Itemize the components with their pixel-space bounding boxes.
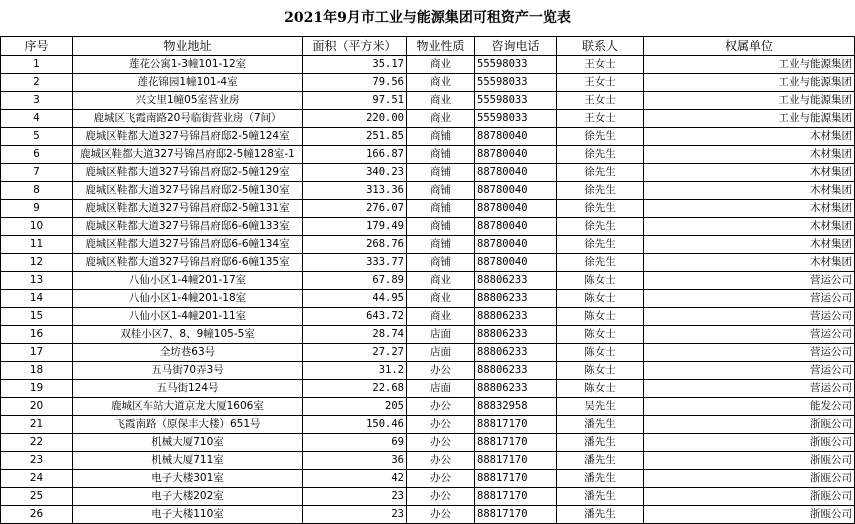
cell-area[interactable]: 166.87 <box>303 146 407 164</box>
cell-no[interactable]: 16 <box>1 326 73 344</box>
cell-area[interactable]: 23 <box>303 488 407 506</box>
cell-no[interactable]: 13 <box>1 272 73 290</box>
cell-address[interactable]: 双桂小区7、8、9幢105-5室 <box>73 326 303 344</box>
cell-phone[interactable]: 88780040 <box>475 254 557 272</box>
cell-phone[interactable]: 88806233 <box>475 380 557 398</box>
header-row <box>1 37 855 56</box>
cell-address[interactable]: 莲花锦园1幢101-4室 <box>73 74 303 92</box>
cell-area[interactable]: 67.89 <box>303 272 407 290</box>
cell-no[interactable]: 12 <box>1 254 73 272</box>
cell-phone[interactable]: 88832958 <box>475 398 557 416</box>
cell-phone[interactable]: 88806233 <box>475 272 557 290</box>
cell-area[interactable]: 36 <box>303 452 407 470</box>
cell-type[interactable]: 商铺 <box>407 128 475 146</box>
cell-no[interactable]: 19 <box>1 380 73 398</box>
cell-address[interactable]: 兴文里1幢05室营业房 <box>73 92 303 110</box>
cell-phone[interactable]: 88780040 <box>475 182 557 200</box>
cell-type[interactable]: 商铺 <box>407 218 475 236</box>
cell-type[interactable]: 办公 <box>407 416 475 434</box>
cell-no[interactable]: 10 <box>1 218 73 236</box>
cell-contact[interactable]: 王女士 <box>557 56 644 74</box>
cell-address[interactable]: 鹿城区鞋都大道327号锦昌府邸2-5幢131室 <box>73 200 303 218</box>
cell-area[interactable]: 313.36 <box>303 182 407 200</box>
cell-type[interactable]: 商业 <box>407 110 475 128</box>
cell-no[interactable]: 3 <box>1 92 73 110</box>
cell-area[interactable]: 35.17 <box>303 56 407 74</box>
cell-address[interactable]: 八仙小区1-4幢201-11室 <box>73 308 303 326</box>
table-row <box>1 110 855 128</box>
cell-contact[interactable]: 潘先生 <box>557 452 644 470</box>
table-row <box>1 182 855 200</box>
cell-contact[interactable]: 徐先生 <box>557 128 644 146</box>
cell-type[interactable]: 商铺 <box>407 182 475 200</box>
cell-address[interactable]: 全坊巷63号 <box>73 344 303 362</box>
cell-phone[interactable]: 88806233 <box>475 308 557 326</box>
cell-area[interactable]: 42 <box>303 470 407 488</box>
cell-contact[interactable]: 潘先生 <box>557 488 644 506</box>
cell-owner[interactable]: 浙瓯公司 <box>644 434 855 452</box>
cell-address[interactable]: 鹿城区鞋都大道327号锦昌府邸6-6幢134室 <box>73 236 303 254</box>
cell-address[interactable]: 鹿城区鞋都大道327号锦昌府邸2-5幢130室 <box>73 182 303 200</box>
cell-owner[interactable]: 木材集团 <box>644 128 855 146</box>
cell-no[interactable]: 6 <box>1 146 73 164</box>
cell-type[interactable]: 商业 <box>407 290 475 308</box>
cell-phone[interactable]: 88780040 <box>475 236 557 254</box>
cell-phone[interactable]: 88817170 <box>475 488 557 506</box>
cell-area[interactable]: 22.68 <box>303 380 407 398</box>
table-row <box>1 236 855 254</box>
table-row <box>1 380 855 398</box>
cell-owner[interactable]: 浙瓯公司 <box>644 506 855 524</box>
cell-phone[interactable]: 88806233 <box>475 290 557 308</box>
cell-type[interactable]: 商铺 <box>407 236 475 254</box>
cell-contact[interactable]: 徐先生 <box>557 236 644 254</box>
table-row <box>1 362 855 380</box>
cell-no[interactable]: 20 <box>1 398 73 416</box>
cell-no[interactable]: 8 <box>1 182 73 200</box>
cell-contact[interactable]: 潘先生 <box>557 416 644 434</box>
cell-no[interactable]: 5 <box>1 128 73 146</box>
cell-no[interactable]: 7 <box>1 164 73 182</box>
cell-phone[interactable]: 55598033 <box>475 74 557 92</box>
cell-area[interactable]: 179.49 <box>303 218 407 236</box>
cell-address[interactable]: 鹿城区飞霞南路20号临街营业房（7间） <box>73 110 303 128</box>
cell-area[interactable]: 79.56 <box>303 74 407 92</box>
cell-phone[interactable]: 88806233 <box>475 344 557 362</box>
cell-area[interactable]: 268.76 <box>303 236 407 254</box>
table-row <box>1 434 855 452</box>
cell-contact[interactable]: 王女士 <box>557 110 644 128</box>
cell-owner[interactable]: 营运公司 <box>644 308 855 326</box>
table-row <box>1 254 855 272</box>
table-row <box>1 488 855 506</box>
cell-phone[interactable]: 55598033 <box>475 92 557 110</box>
cell-no[interactable]: 26 <box>1 506 73 524</box>
cell-phone[interactable]: 88780040 <box>475 218 557 236</box>
cell-address[interactable]: 五马街70弄3号 <box>73 362 303 380</box>
cell-contact[interactable]: 潘先生 <box>557 506 644 524</box>
cell-contact[interactable]: 潘先生 <box>557 434 644 452</box>
cell-owner[interactable]: 木材集团 <box>644 182 855 200</box>
header-cell-type[interactable]: 物业性质 <box>407 37 475 56</box>
table-body <box>1 56 855 524</box>
cell-contact[interactable]: 王女士 <box>557 92 644 110</box>
header-cell-address[interactable]: 物业地址 <box>73 37 303 56</box>
cell-address[interactable]: 莲花公寓1-3幢101-12室 <box>73 56 303 74</box>
table-row <box>1 308 855 326</box>
table-row <box>1 470 855 488</box>
cell-phone[interactable]: 88780040 <box>475 200 557 218</box>
cell-no[interactable]: 11 <box>1 236 73 254</box>
cell-owner[interactable]: 木材集团 <box>644 254 855 272</box>
cell-area[interactable]: 150.46 <box>303 416 407 434</box>
cell-contact[interactable]: 王女士 <box>557 74 644 92</box>
cell-address[interactable]: 八仙小区1-4幢201-18室 <box>73 290 303 308</box>
table-row <box>1 92 855 110</box>
cell-area[interactable]: 220.00 <box>303 110 407 128</box>
header-cell-phone[interactable]: 咨询电话 <box>475 37 557 56</box>
cell-type[interactable]: 商铺 <box>407 200 475 218</box>
cell-phone[interactable]: 88817170 <box>475 452 557 470</box>
cell-owner[interactable]: 营运公司 <box>644 272 855 290</box>
cell-area[interactable]: 28.74 <box>303 326 407 344</box>
header-cell-contact[interactable]: 联系人 <box>557 37 644 56</box>
cell-phone[interactable]: 88806233 <box>475 362 557 380</box>
cell-contact[interactable]: 陈女士 <box>557 344 644 362</box>
cell-type[interactable]: 办公 <box>407 470 475 488</box>
cell-owner[interactable]: 木材集团 <box>644 164 855 182</box>
cell-type[interactable]: 商业 <box>407 92 475 110</box>
cell-owner[interactable]: 浙瓯公司 <box>644 488 855 506</box>
cell-owner[interactable]: 木材集团 <box>644 218 855 236</box>
table-row <box>1 506 855 524</box>
sheet-title: 2021年9月市工业与能源集团可租资产一览表 <box>284 10 571 26</box>
cell-type[interactable]: 办公 <box>407 488 475 506</box>
cell-area[interactable]: 27.27 <box>303 344 407 362</box>
cell-area[interactable]: 31.2 <box>303 362 407 380</box>
header-cell-area[interactable]: 面积（平方米） <box>303 37 407 56</box>
cell-contact[interactable]: 陈女士 <box>557 362 644 380</box>
cell-type[interactable]: 办公 <box>407 506 475 524</box>
table-row <box>1 398 855 416</box>
cell-phone[interactable]: 88780040 <box>475 146 557 164</box>
cell-address[interactable]: 机械大厦710室 <box>73 434 303 452</box>
table-row <box>1 272 855 290</box>
cell-type[interactable]: 商业 <box>407 74 475 92</box>
cell-address[interactable]: 鹿城区鞋都大道327号锦昌府邸6-6幢133室 <box>73 218 303 236</box>
cell-contact[interactable]: 徐先生 <box>557 182 644 200</box>
cell-address[interactable]: 鹿城区鞋都大道327号锦昌府邸2-5幢129室 <box>73 164 303 182</box>
cell-area[interactable]: 340.23 <box>303 164 407 182</box>
cell-owner[interactable]: 木材集团 <box>644 236 855 254</box>
cell-no[interactable]: 2 <box>1 74 73 92</box>
cell-owner[interactable]: 浙瓯公司 <box>644 470 855 488</box>
cell-type[interactable]: 商业 <box>407 272 475 290</box>
cell-area[interactable]: 333.77 <box>303 254 407 272</box>
cell-type[interactable]: 店面 <box>407 344 475 362</box>
asset-table <box>0 36 855 524</box>
cell-type[interactable]: 办公 <box>407 362 475 380</box>
cell-address[interactable]: 电子大楼202室 <box>73 488 303 506</box>
cell-owner[interactable]: 工业与能源集团 <box>644 56 855 74</box>
table-row <box>1 164 855 182</box>
cell-address[interactable]: 鹿城区鞋都大道327号锦昌府邸2-5幢128室-1 <box>73 146 303 164</box>
cell-phone[interactable]: 55598033 <box>475 56 557 74</box>
cell-area[interactable]: 643.72 <box>303 308 407 326</box>
cell-no[interactable]: 18 <box>1 362 73 380</box>
cell-address[interactable]: 电子大楼301室 <box>73 470 303 488</box>
cell-owner[interactable]: 木材集团 <box>644 146 855 164</box>
table-row <box>1 452 855 470</box>
cell-contact[interactable]: 陈女士 <box>557 326 644 344</box>
cell-type[interactable]: 商铺 <box>407 254 475 272</box>
cell-no[interactable]: 1 <box>1 56 73 74</box>
table-row <box>1 146 855 164</box>
cell-no[interactable]: 25 <box>1 488 73 506</box>
cell-owner[interactable]: 营运公司 <box>644 290 855 308</box>
table-row <box>1 326 855 344</box>
cell-contact[interactable]: 陈女士 <box>557 308 644 326</box>
table-row <box>1 344 855 362</box>
cell-address[interactable]: 五马街124号 <box>73 380 303 398</box>
cell-contact[interactable]: 潘先生 <box>557 470 644 488</box>
cell-area[interactable]: 205 <box>303 398 407 416</box>
cell-no[interactable]: 9 <box>1 200 73 218</box>
cell-owner[interactable]: 营运公司 <box>644 344 855 362</box>
cell-phone[interactable]: 88780040 <box>475 128 557 146</box>
cell-owner[interactable]: 浙瓯公司 <box>644 416 855 434</box>
cell-type[interactable]: 办公 <box>407 452 475 470</box>
cell-phone[interactable]: 88817170 <box>475 416 557 434</box>
cell-contact[interactable]: 徐先生 <box>557 164 644 182</box>
cell-no[interactable]: 22 <box>1 434 73 452</box>
cell-no[interactable]: 23 <box>1 452 73 470</box>
cell-address[interactable]: 八仙小区1-4幢201-17室 <box>73 272 303 290</box>
cell-contact[interactable]: 陈女士 <box>557 380 644 398</box>
cell-type[interactable]: 商业 <box>407 308 475 326</box>
cell-phone[interactable]: 88817170 <box>475 470 557 488</box>
cell-address[interactable]: 电子大楼110室 <box>73 506 303 524</box>
cell-no[interactable]: 21 <box>1 416 73 434</box>
cell-type[interactable]: 商业 <box>407 56 475 74</box>
cell-no[interactable]: 14 <box>1 290 73 308</box>
table-row <box>1 200 855 218</box>
table-row <box>1 128 855 146</box>
cell-phone[interactable]: 55598033 <box>475 110 557 128</box>
table-row <box>1 416 855 434</box>
cell-area[interactable]: 251.85 <box>303 128 407 146</box>
table-row <box>1 74 855 92</box>
cell-owner[interactable]: 工业与能源集团 <box>644 74 855 92</box>
cell-contact[interactable]: 徐先生 <box>557 254 644 272</box>
cell-contact[interactable]: 陈女士 <box>557 272 644 290</box>
cell-area[interactable]: 97.51 <box>303 92 407 110</box>
cell-address[interactable]: 飞霞南路（原保丰大楼）651号 <box>73 416 303 434</box>
cell-address[interactable]: 机械大厦711室 <box>73 452 303 470</box>
header-cell-no[interactable]: 序号 <box>1 37 73 56</box>
cell-owner[interactable]: 木材集团 <box>644 200 855 218</box>
cell-no[interactable]: 24 <box>1 470 73 488</box>
cell-owner[interactable]: 能发公司 <box>644 398 855 416</box>
cell-contact[interactable]: 徐先生 <box>557 146 644 164</box>
cell-type[interactable]: 店面 <box>407 326 475 344</box>
cell-type[interactable]: 商铺 <box>407 146 475 164</box>
cell-no[interactable]: 15 <box>1 308 73 326</box>
cell-contact[interactable]: 吴先生 <box>557 398 644 416</box>
cell-no[interactable]: 4 <box>1 110 73 128</box>
cell-phone[interactable]: 88806233 <box>475 326 557 344</box>
cell-type[interactable]: 商铺 <box>407 164 475 182</box>
table-row <box>1 218 855 236</box>
cell-address[interactable]: 鹿城区鞋都大道327号锦昌府邸6-6幢135室 <box>73 254 303 272</box>
table-row <box>1 290 855 308</box>
cell-owner[interactable]: 营运公司 <box>644 362 855 380</box>
cell-phone[interactable]: 88780040 <box>475 164 557 182</box>
table-row <box>1 56 855 74</box>
cell-phone[interactable]: 88817170 <box>475 434 557 452</box>
cell-contact[interactable]: 徐先生 <box>557 218 644 236</box>
cell-owner[interactable]: 营运公司 <box>644 326 855 344</box>
cell-address[interactable]: 鹿城区车站大道京龙大厦1606室 <box>73 398 303 416</box>
cell-contact[interactable]: 陈女士 <box>557 290 644 308</box>
cell-owner[interactable]: 工业与能源集团 <box>644 110 855 128</box>
header-cell-owner[interactable]: 权属单位 <box>644 37 855 56</box>
cell-area[interactable]: 69 <box>303 434 407 452</box>
cell-owner[interactable]: 营运公司 <box>644 380 855 398</box>
cell-type[interactable]: 店面 <box>407 380 475 398</box>
cell-owner[interactable]: 浙瓯公司 <box>644 452 855 470</box>
cell-phone[interactable]: 88817170 <box>475 506 557 524</box>
cell-address[interactable]: 鹿城区鞋都大道327号锦昌府邸2-5幢124室 <box>73 128 303 146</box>
cell-type[interactable]: 办公 <box>407 398 475 416</box>
cell-area[interactable]: 44.95 <box>303 290 407 308</box>
cell-area[interactable]: 23 <box>303 506 407 524</box>
cell-area[interactable]: 276.07 <box>303 200 407 218</box>
cell-owner[interactable]: 工业与能源集团 <box>644 92 855 110</box>
cell-no[interactable]: 17 <box>1 344 73 362</box>
cell-type[interactable]: 办公 <box>407 434 475 452</box>
cell-contact[interactable]: 徐先生 <box>557 200 644 218</box>
